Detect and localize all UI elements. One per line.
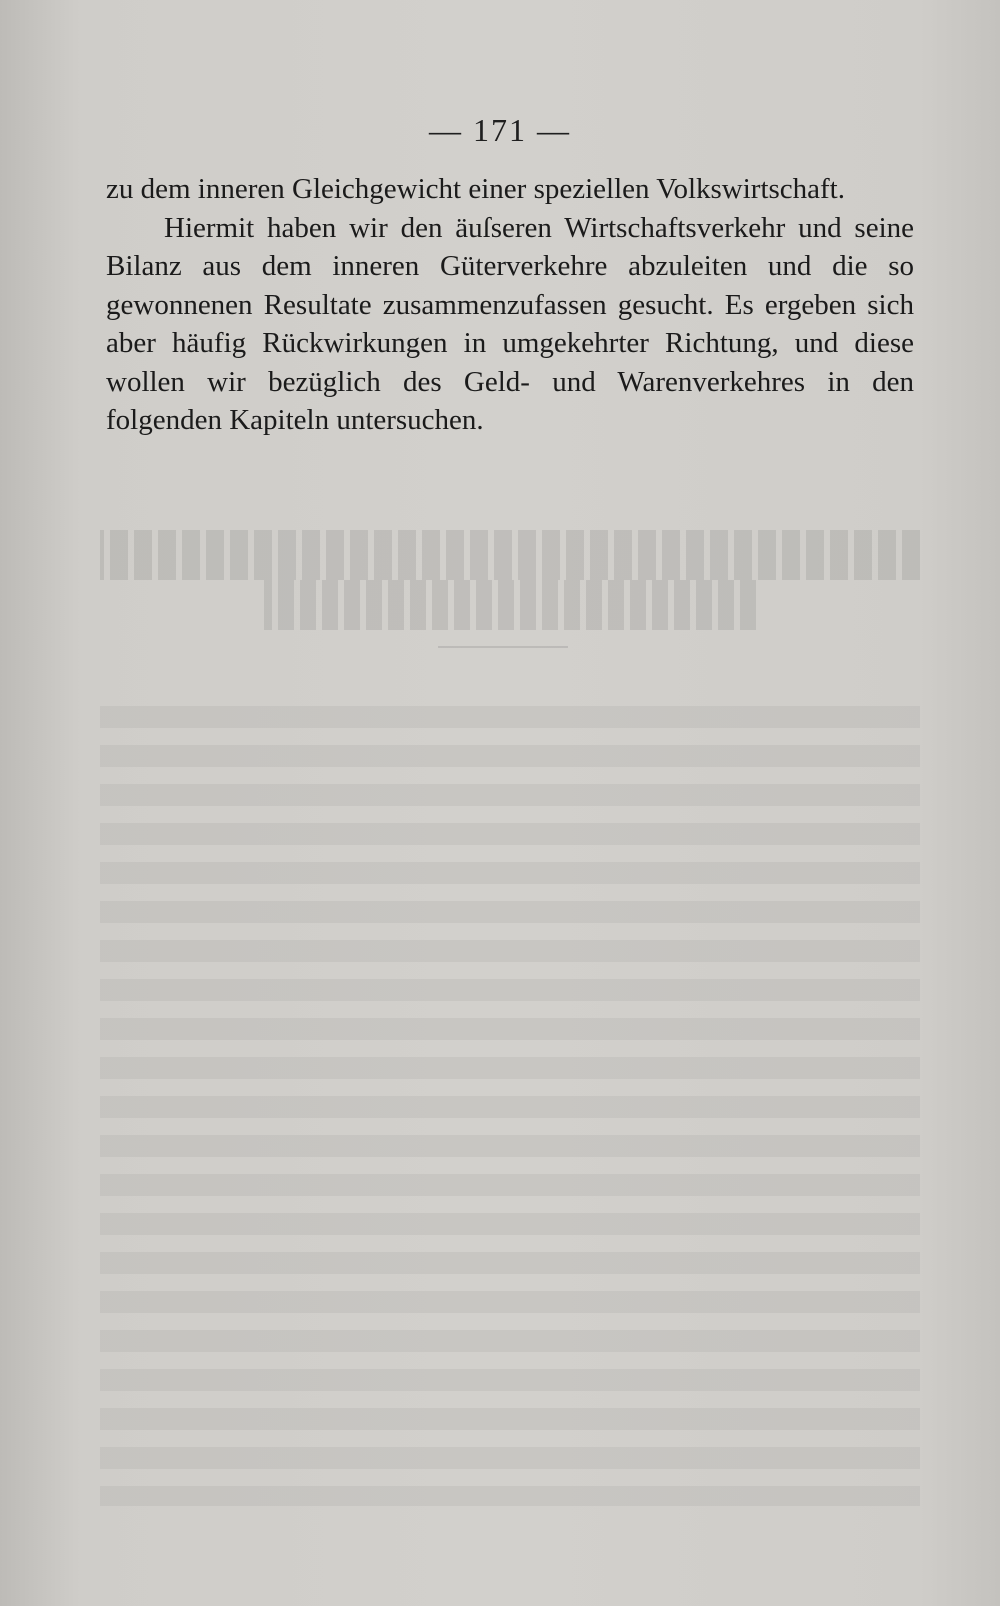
- bleed-through-text: [100, 706, 920, 1506]
- bleed-through-heading: [100, 530, 920, 630]
- bleed-through-rule: [438, 646, 568, 648]
- body-text: [106, 170, 914, 440]
- paragraph-1: zu dem inneren Gleichgewicht einer speziellen Volkswirtschaft.: [106, 173, 845, 205]
- paragraph-2: Hiermit haben wir den äuſseren Wirtschaftsverkehr und seine Bilanz aus dem inneren Güterverkehre abzuleiten und die so gewonnenen Resultate zusammenzufassen gesucht. Es ergeben sich aber häufig Rückwirkungen in umgekehrter Richtung, und diese wollen wir bezüglich des Geld- und Warenverkehres in den folgenden Kapiteln untersuchen.: [106, 211, 914, 436]
- page-number: — 171 —: [429, 112, 571, 148]
